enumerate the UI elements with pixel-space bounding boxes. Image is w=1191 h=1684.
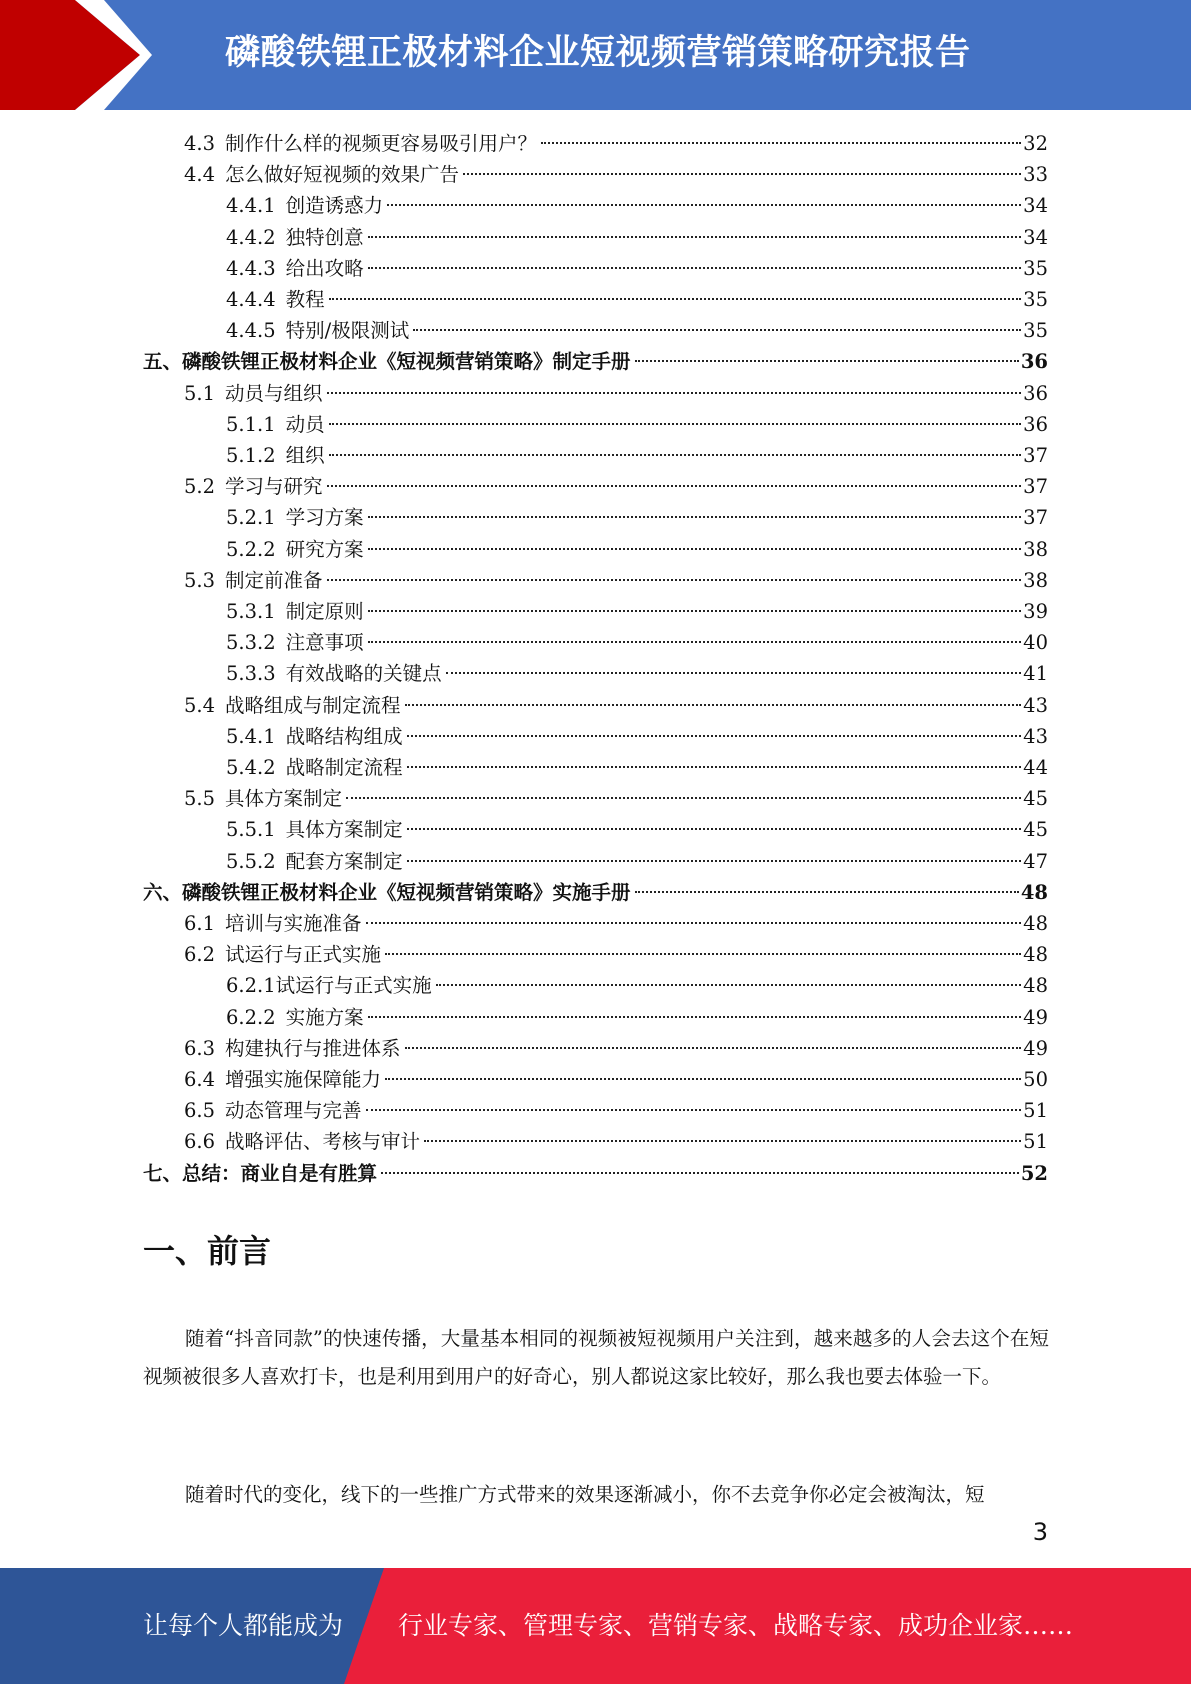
toc-entry-page: 38	[1023, 568, 1048, 592]
toc-entry-title: 培训与实施准备	[225, 912, 362, 935]
toc-entry-page: 36	[1020, 350, 1048, 374]
toc-dot-leader	[407, 766, 1022, 768]
toc-entry[interactable]	[143, 1002, 1048, 1033]
toc-entry[interactable]	[143, 627, 1048, 658]
toc-dot-leader	[368, 267, 1022, 269]
toc-dot-leader	[346, 797, 1021, 799]
toc-entry-page: 48	[1023, 974, 1048, 998]
toc-entry-title: 磷酸铁锂正极材料企业《短视频营销策略》制定手册	[182, 350, 631, 374]
toc-entry-number: 六、	[143, 880, 183, 904]
toc-entry-number: 5.1.1	[226, 412, 276, 436]
toc-entry-number: 6.1	[184, 912, 216, 935]
toc-dot-leader	[387, 204, 1021, 206]
toc-dot-leader	[541, 142, 1021, 144]
toc-dot-leader	[405, 1047, 1022, 1049]
toc-dot-leader	[635, 360, 1019, 362]
toc-entry-number: 5.3	[184, 568, 216, 592]
toc-entry-number: 5.5	[184, 787, 216, 811]
toc-entry[interactable]	[143, 159, 1048, 190]
toc-entry[interactable]	[143, 222, 1048, 253]
toc-dot-leader	[327, 392, 1022, 394]
toc-entry-title: 总结：商业自是有胜算	[182, 1161, 378, 1185]
toc-entry-number: 5.5.1	[226, 818, 276, 842]
toc-dot-leader	[329, 454, 1022, 456]
toc-entry-number: 5.3.3	[226, 662, 276, 686]
toc-entry[interactable]	[143, 1095, 1048, 1126]
report-title: 磷酸铁锂正极材料企业短视频营销策略研究报告	[225, 33, 971, 73]
toc-dot-leader	[327, 485, 1022, 487]
toc-entry[interactable]	[143, 846, 1048, 877]
toc-entry-number: 5.4	[184, 693, 216, 717]
toc-dot-leader	[463, 173, 1021, 175]
toc-chapter-entry[interactable]	[143, 346, 1048, 377]
toc-dot-leader	[329, 423, 1022, 425]
paragraph-2: 随着时代的变化，线下的一些推广方式带来的效果逐渐减小，你不去竞争你必定会被淘汰，短	[185, 1483, 985, 1506]
toc-entry-page: 52	[1020, 1161, 1048, 1185]
toc-entry-number: 5.5.2	[226, 849, 276, 873]
toc-entry-page: 38	[1023, 537, 1048, 561]
toc-entry-title: 试运行与正式实施	[225, 943, 382, 967]
toc-entry-number: 4.4.1	[226, 194, 276, 218]
toc-entry-page: 48	[1023, 912, 1048, 935]
toc-dot-leader	[407, 828, 1022, 830]
toc-entry-page: 36	[1023, 412, 1048, 436]
toc-entry-title: 学习与研究	[225, 475, 323, 499]
toc-entry-title: 动员	[285, 412, 325, 436]
toc-entry[interactable]	[143, 1033, 1048, 1064]
toc-entry-title: 有效战略的关键点	[285, 662, 442, 686]
toc-entry[interactable]	[143, 596, 1048, 627]
toc-entry-number: 5.3.1	[226, 600, 276, 623]
toc-entry-page: 40	[1023, 631, 1048, 655]
toc-entry-number: 6.6	[184, 1130, 216, 1154]
toc-entry-title: 试运行与正式实施	[275, 974, 432, 998]
toc-entry-number: 5.2	[184, 475, 216, 499]
paragraph-1: 随着“抖音同款”的快速传播，大量基本相同的视频被短视频用户关注到，越来越多的人会去这个在短视频被很多人喜欢打卡，也是利用到用户的好奇心，别人都说这家比较好，那么我也要去体验一下。	[143, 1327, 1049, 1388]
toc-entry[interactable]	[143, 128, 1048, 159]
toc-entry-number: 5.1.2	[226, 444, 276, 467]
toc-entry-title: 动态管理与完善	[225, 1099, 362, 1123]
toc-dot-leader	[368, 236, 1022, 238]
toc-entry[interactable]	[143, 190, 1048, 221]
toc-entry-page: 51	[1023, 1099, 1048, 1123]
toc-entry-page: 49	[1023, 1036, 1048, 1060]
toc-entry-page: 47	[1023, 849, 1048, 873]
toc-dot-leader	[368, 516, 1022, 518]
toc-dot-leader	[385, 1078, 1021, 1080]
toc-entry-title: 配套方案制定	[285, 849, 403, 873]
toc-entry[interactable]	[143, 534, 1048, 565]
toc-entry-title: 学习方案	[285, 506, 364, 530]
toc-dot-leader	[368, 548, 1022, 550]
toc-dot-leader	[385, 953, 1021, 955]
toc-entry-title: 特别/极限测试	[285, 319, 410, 343]
toc-entry-number: 6.4	[184, 1068, 216, 1091]
toc-entry-title: 独特创意	[285, 225, 364, 249]
toc-entry-page: 51	[1023, 1130, 1048, 1154]
toc-entry-page: 33	[1023, 163, 1048, 187]
toc-entry-number: 4.4.4	[226, 288, 276, 311]
toc-entry-page: 44	[1023, 756, 1048, 779]
toc-entry-number: 5.1	[184, 381, 216, 405]
toc-entry[interactable]	[143, 690, 1048, 721]
toc-entry-title: 组织	[285, 444, 325, 467]
toc-entry[interactable]	[143, 502, 1048, 533]
toc-dot-leader	[327, 579, 1022, 581]
toc-entry-number: 6.3	[184, 1036, 216, 1060]
toc-entry-number: 5.4.2	[226, 756, 276, 779]
page-footer	[0, 1568, 1191, 1684]
toc-entry-page: 37	[1023, 444, 1048, 467]
toc-entry-page: 37	[1023, 506, 1048, 530]
toc-entry-title: 增强实施保障能力	[225, 1068, 382, 1091]
footer-slogan-left: 让每个人都能成为	[143, 1611, 344, 1640]
toc-entry-page: 41	[1023, 662, 1048, 686]
toc-entry[interactable]	[143, 1064, 1048, 1095]
toc-entry-page: 50	[1023, 1068, 1048, 1091]
toc-entry-page: 48	[1020, 880, 1048, 904]
toc-entry-title: 给出攻略	[285, 256, 364, 280]
toc-entry[interactable]	[143, 658, 1048, 689]
toc-entry[interactable]	[143, 783, 1048, 814]
toc-entry-number: 七、	[143, 1161, 183, 1185]
toc-entry-title: 制定前准备	[225, 568, 323, 592]
toc-entry-number: 5.3.2	[226, 631, 276, 655]
toc-entry[interactable]	[143, 284, 1048, 315]
toc-entry-page: 37	[1023, 475, 1048, 499]
toc-entry-page: 34	[1023, 225, 1048, 249]
toc-entry-title: 具体方案制定	[285, 818, 403, 842]
toc-entry-page: 49	[1023, 1005, 1048, 1029]
toc-entry-number: 4.4	[184, 163, 216, 187]
toc-entry-title: 战略组成与制定流程	[225, 693, 401, 717]
toc-entry-page: 35	[1023, 288, 1048, 311]
toc-entry-title: 战略评估、考核与审计	[225, 1130, 421, 1154]
toc-dot-leader	[366, 1109, 1022, 1111]
toc-dot-leader	[366, 922, 1022, 924]
toc-entry[interactable]	[143, 378, 1048, 409]
toc-entry-number: 5.4.1	[226, 724, 276, 748]
toc-entry[interactable]	[143, 315, 1048, 346]
toc-entry-title: 创造诱惑力	[285, 194, 384, 218]
toc-entry[interactable]	[143, 814, 1048, 845]
toc-dot-leader	[405, 704, 1022, 706]
toc-entry-number: 4.4.5	[226, 319, 276, 343]
toc-entry-title: 注意事项	[285, 631, 364, 655]
toc-entry-title: 具体方案制定	[225, 787, 343, 811]
toc-dot-leader	[446, 672, 1022, 674]
footer-slogan-right: 行业专家、管理专家、营销专家、战略专家、成功企业家……	[398, 1611, 1074, 1640]
toc-dot-leader	[381, 1172, 1019, 1174]
toc-dot-leader	[368, 1016, 1022, 1018]
toc-dot-leader	[424, 1140, 1021, 1142]
toc-entry[interactable]	[143, 752, 1048, 783]
toc-dot-leader	[407, 735, 1022, 737]
toc-entry-number: 五、	[143, 350, 183, 374]
toc-entry-page: 45	[1023, 787, 1048, 811]
toc-dot-leader	[407, 860, 1022, 862]
toc-chapter-entry[interactable]	[143, 877, 1048, 908]
toc-entry-page: 35	[1023, 319, 1048, 343]
toc-entry-title: 战略结构组成	[285, 724, 403, 748]
toc-entry-number: 4.4.3	[226, 256, 276, 280]
toc-entry[interactable]	[143, 440, 1048, 471]
toc-dot-leader	[413, 329, 1021, 331]
toc-entry-title: 战略制定流程	[285, 756, 403, 779]
toc-entry-page: 43	[1023, 693, 1048, 717]
toc-entry-number: 5.2.1	[226, 506, 276, 530]
section-heading: 一、前言	[143, 1232, 272, 1270]
toc-entry[interactable]	[143, 565, 1048, 596]
toc-entry-title: 制定原则	[285, 600, 364, 623]
toc-entry-title: 教程	[285, 288, 325, 311]
toc-dot-leader	[635, 891, 1019, 893]
toc-entry-page: 35	[1023, 256, 1048, 280]
toc-entry-number: 5.2.2	[226, 537, 276, 561]
toc-dot-leader	[368, 641, 1022, 643]
toc-entry[interactable]	[143, 253, 1048, 284]
toc-entry[interactable]	[143, 970, 1048, 1001]
toc-entry-page: 43	[1023, 724, 1048, 748]
toc-dot-leader	[329, 298, 1022, 300]
toc-entry-number: 4.4.2	[226, 225, 276, 249]
toc-entry-title: 制作什么样的视频更容易吸引用户？	[225, 132, 538, 155]
toc-dot-leader	[436, 984, 1022, 986]
toc-entry-page: 32	[1023, 132, 1048, 155]
toc-entry[interactable]	[143, 471, 1048, 502]
toc-chapter-entry[interactable]	[143, 1158, 1048, 1189]
toc-entry-page: 45	[1023, 818, 1048, 842]
toc-entry-number: 6.2.1	[226, 974, 276, 998]
toc-entry-page: 48	[1023, 943, 1048, 967]
toc-entry-page: 34	[1023, 194, 1048, 218]
toc-entry-title: 磷酸铁锂正极材料企业《短视频营销策略》实施手册	[182, 880, 631, 904]
toc-dot-leader	[368, 610, 1022, 612]
toc-entry[interactable]	[143, 409, 1048, 440]
toc-entry-title: 怎么做好短视频的效果广告	[225, 163, 460, 187]
page-number: 3	[1032, 1518, 1048, 1546]
toc-entry[interactable]	[143, 908, 1048, 939]
toc-entry-title: 动员与组织	[225, 381, 323, 405]
toc-entry-title: 构建执行与推进体系	[225, 1036, 401, 1060]
page-header	[0, 0, 1191, 110]
toc-entry[interactable]	[143, 939, 1048, 970]
toc-entry-number: 4.3	[184, 132, 216, 155]
toc-entry[interactable]	[143, 1126, 1048, 1157]
toc-entry-title: 实施方案	[285, 1005, 364, 1029]
toc-entry-number: 6.2	[184, 943, 216, 967]
toc-entry[interactable]	[143, 721, 1048, 752]
toc-entry-title: 研究方案	[285, 537, 364, 561]
toc-entry-number: 6.5	[184, 1099, 216, 1123]
toc-entry-page: 36	[1023, 381, 1048, 405]
toc-entry-page: 39	[1023, 600, 1048, 623]
toc-entry-number: 6.2.2	[226, 1005, 276, 1029]
